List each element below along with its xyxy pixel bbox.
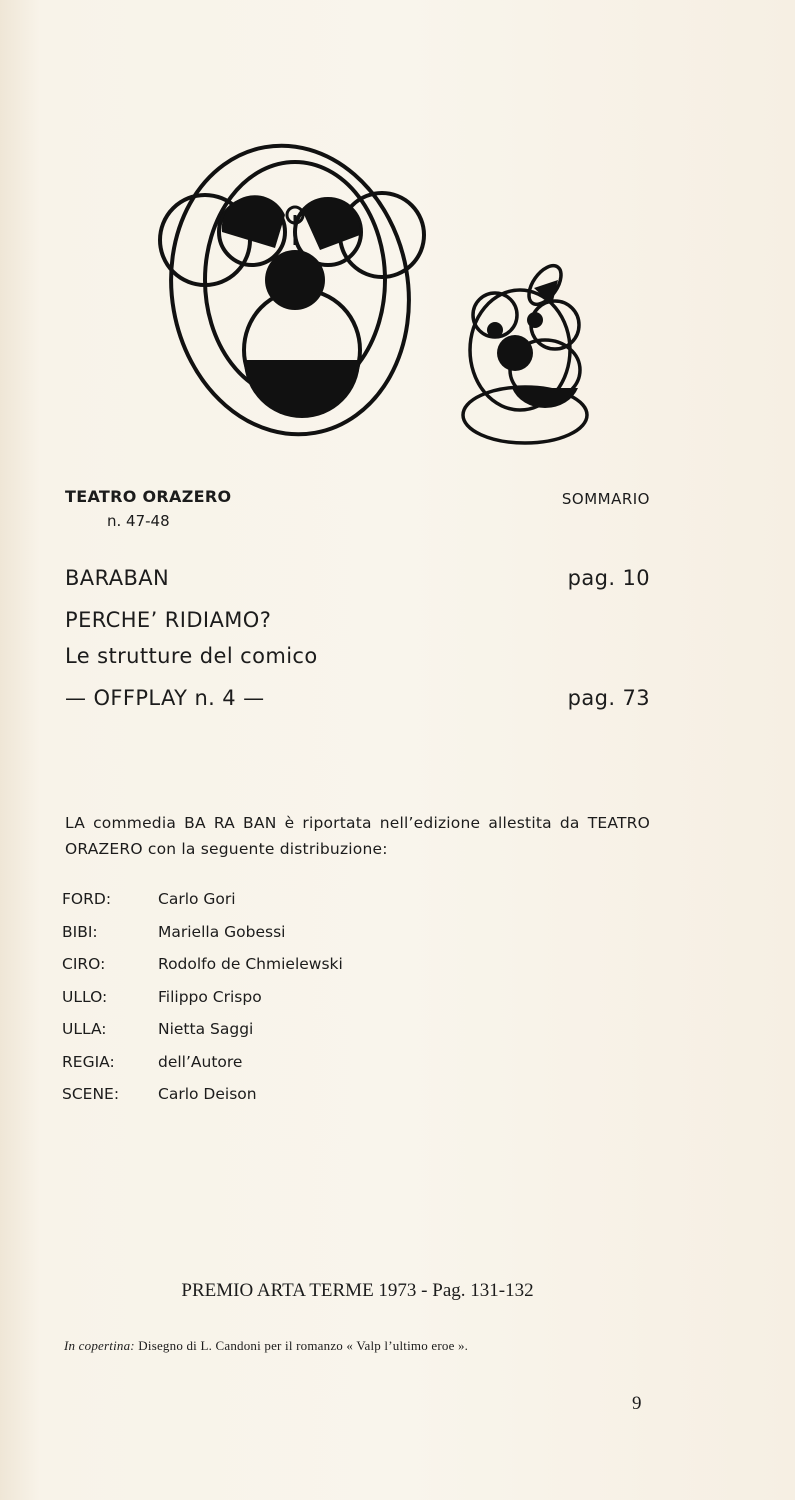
toc-entry-subtitle [65,644,650,668]
magazine-title: TEATRO ORAZERO [65,487,232,506]
toc-page: pag. 73 [567,686,650,710]
cast-name: Nietta Saggi [158,1020,254,1038]
toc-title: Le strutture del comico [65,644,318,668]
cast-name: Mariella Gobessi [158,922,286,941]
toc-title: PERCHE’ RIDIAMO? [65,608,272,632]
cast-name: Carlo Deison [158,1085,257,1103]
clown-faces-illustration [150,140,590,450]
cover-label: In copertina: [64,1338,135,1353]
toc-title: BARABAN [65,566,170,590]
cast-role: ULLO: [62,987,108,1006]
toc-entry-baraban [65,566,650,590]
toc-entry-offplay [65,686,650,710]
toc-page: pag. 10 [567,566,650,590]
prize-text: PREMIO ARTA TERME 1973 - Pag. 131-132 [181,1280,534,1301]
cast-name: Filippo Crispo [158,987,262,1006]
section-label: SOMMARIO [561,490,650,508]
cover-text: Disegno di L. Candoni per il romanzo « Valp l’ultimo eroe ». [138,1338,469,1353]
prize-line [0,1280,795,1302]
cast-role: FORD: [62,890,112,908]
cast-name: Carlo Gori [158,890,236,908]
cast-role: BIBI: [62,922,98,941]
cover-credit [64,1338,468,1354]
magazine-header [65,487,231,530]
production-note: LA commedia BA RA BAN è riportata nell’edizione allestita da TEATRO ORAZERO con la seguente distribuzione: [65,814,650,858]
cast-role: ULLA: [62,1020,107,1038]
cast-role: CIRO: [62,955,106,973]
toc-title: — OFFPLAY n. 4 — [65,686,265,710]
issue-number: n. 47-48 [107,512,170,530]
cast-name: Rodolfo de Chmielewski [158,955,343,973]
cast-role: SCENE: [62,1085,120,1103]
cast-role: REGIA: [62,1052,115,1071]
toc-entry-perche-ridiamo [65,608,650,632]
cast-name: dell’Autore [158,1052,243,1071]
page-number: 9 [632,1393,642,1414]
